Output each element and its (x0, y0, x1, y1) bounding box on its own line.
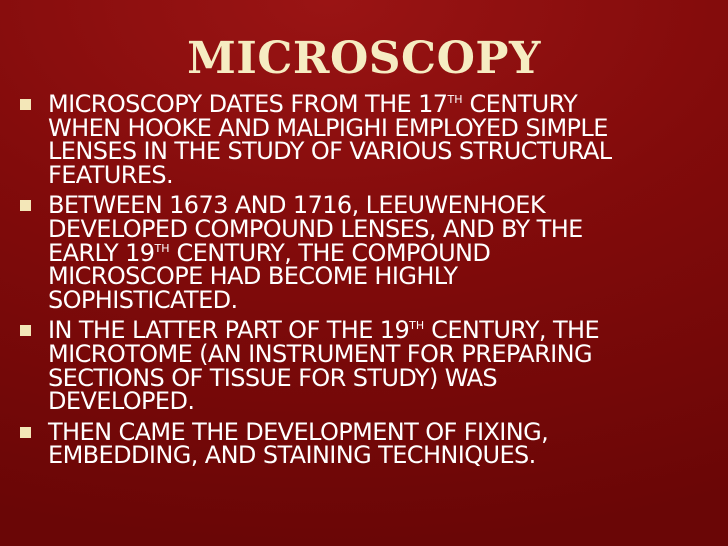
bullet-item (0, 90, 728, 189)
bullet-line: FEATURES. (48, 160, 174, 189)
bullet-item (0, 191, 728, 314)
ordinal-superscript: TH (409, 319, 425, 333)
bullet-line: THEN CAME THE DEVELOPMENT OF FIXING, (48, 417, 549, 446)
bullet-square-icon (20, 200, 31, 211)
bullet-line: LENSES IN THE STUDY OF VARIOUS STRUCTURAL (48, 137, 612, 166)
bullet-line: BETWEEN 1673 AND 1716, LEEUWENHOEK (48, 191, 546, 220)
bullet-text: CENTURY (462, 90, 578, 118)
bullet-text: CENTURY, THE (424, 316, 600, 345)
bullet-text: MICROSCOPY DATES FROM THE 17 (48, 90, 448, 118)
bullet-text: IN THE LATTER PART OF THE 19 (48, 316, 410, 345)
bullet-line: MICROSCOPE HAD BECOME HIGHLY (48, 262, 458, 291)
ordinal-superscript: TH (447, 93, 463, 106)
slide-title: MICROSCOPY (187, 33, 541, 84)
bullet-item (0, 417, 728, 470)
bullet-line: WHEN HOOKE AND MALPIGHI EMPLOYED SIMPLE (48, 113, 608, 142)
bullet-text: EARLY 19 (48, 238, 155, 267)
bullet-line: SECTIONS OF TISSUE FOR STUDY) WAS (48, 363, 498, 392)
ordinal-superscript: TH (154, 241, 170, 255)
bullet-text: CENTURY, THE COMPOUND (169, 238, 491, 267)
bullet-line: MICROTOME (AN INSTRUMENT FOR PREPARING (48, 339, 592, 368)
bullet-list (0, 90, 728, 475)
bullet-line: SOPHISTICATED. (48, 285, 238, 314)
bullet-square-icon (20, 325, 31, 336)
bullet-square-icon (20, 427, 31, 438)
bullet-line: DEVELOPED. (48, 387, 195, 416)
bullet-line: EMBEDDING, AND STAINING TECHNIQUES. (48, 441, 536, 470)
bullet-square-icon (20, 99, 31, 110)
bullet-item (0, 316, 728, 416)
bullet-line: DEVELOPED COMPOUND LENSES, AND BY THE (48, 214, 583, 243)
